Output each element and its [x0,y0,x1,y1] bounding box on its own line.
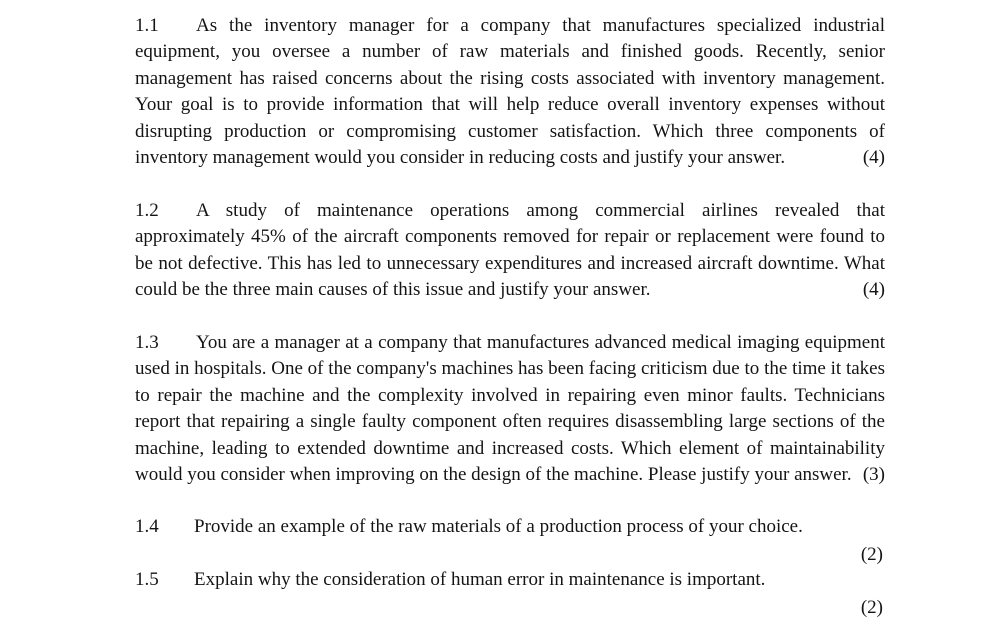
question-1-4 [135,514,885,540]
question-text: You are a manager at a company that manufactures advanced medical imaging equipment used in hospitals. One of the company's machines has been facing criticism due to the time it takes to repair the machine and the complexity involved in repairing even minor faults. Technicians report that repairing a single faulty component often requires disassembling large sections of the machine, leading to extended downtime and increased costs. Which element of maintainability would you consider when improving on the design of the machine. Please justify your answer. [135,332,885,486]
question-marks: (2) [860,597,883,618]
question-document [135,0,885,632]
question-marks: (3) [862,464,885,486]
question-text: Provide an example of the raw materials of a production process of your choice. [194,516,803,537]
question-text: A study of maintenance operations among commercial airlines revealed that approximately 45% of the aircraft components removed for repair or replacement were found to be not defective. This has led to unnecessary expenditures and increased aircraft downtime. What could be the three main causes of this issue and justify your answer. [135,200,885,301]
question-1-3 [135,330,885,488]
question-1-1 [135,13,885,171]
question-number: 1.4 [135,516,159,537]
question-marks: (4) [862,147,885,169]
question-1-5 [135,567,885,593]
question-number: 1.2 [135,200,159,221]
question-text: Explain why the consideration of human error in maintenance is important. [194,569,766,590]
question-number: 1.3 [135,332,159,353]
question-number: 1.5 [135,569,159,590]
question-text: As the inventory manager for a company that manufactures specialized industrial equipment, you oversee a number of raw materials and finished goods. Recently, senior management has raised concerns about the rising costs associated with inventory management. Your goal is to provide information that will help reduce overall inventory expenses without disrupting production or compromising customer satisfaction. Which three components of inventory management would you consider in reducing costs and justify your answer. [135,15,885,169]
question-number: 1.1 [135,15,159,36]
question-1-2 [135,198,885,304]
question-marks: (2) [860,544,883,565]
question-marks: (4) [862,279,885,301]
